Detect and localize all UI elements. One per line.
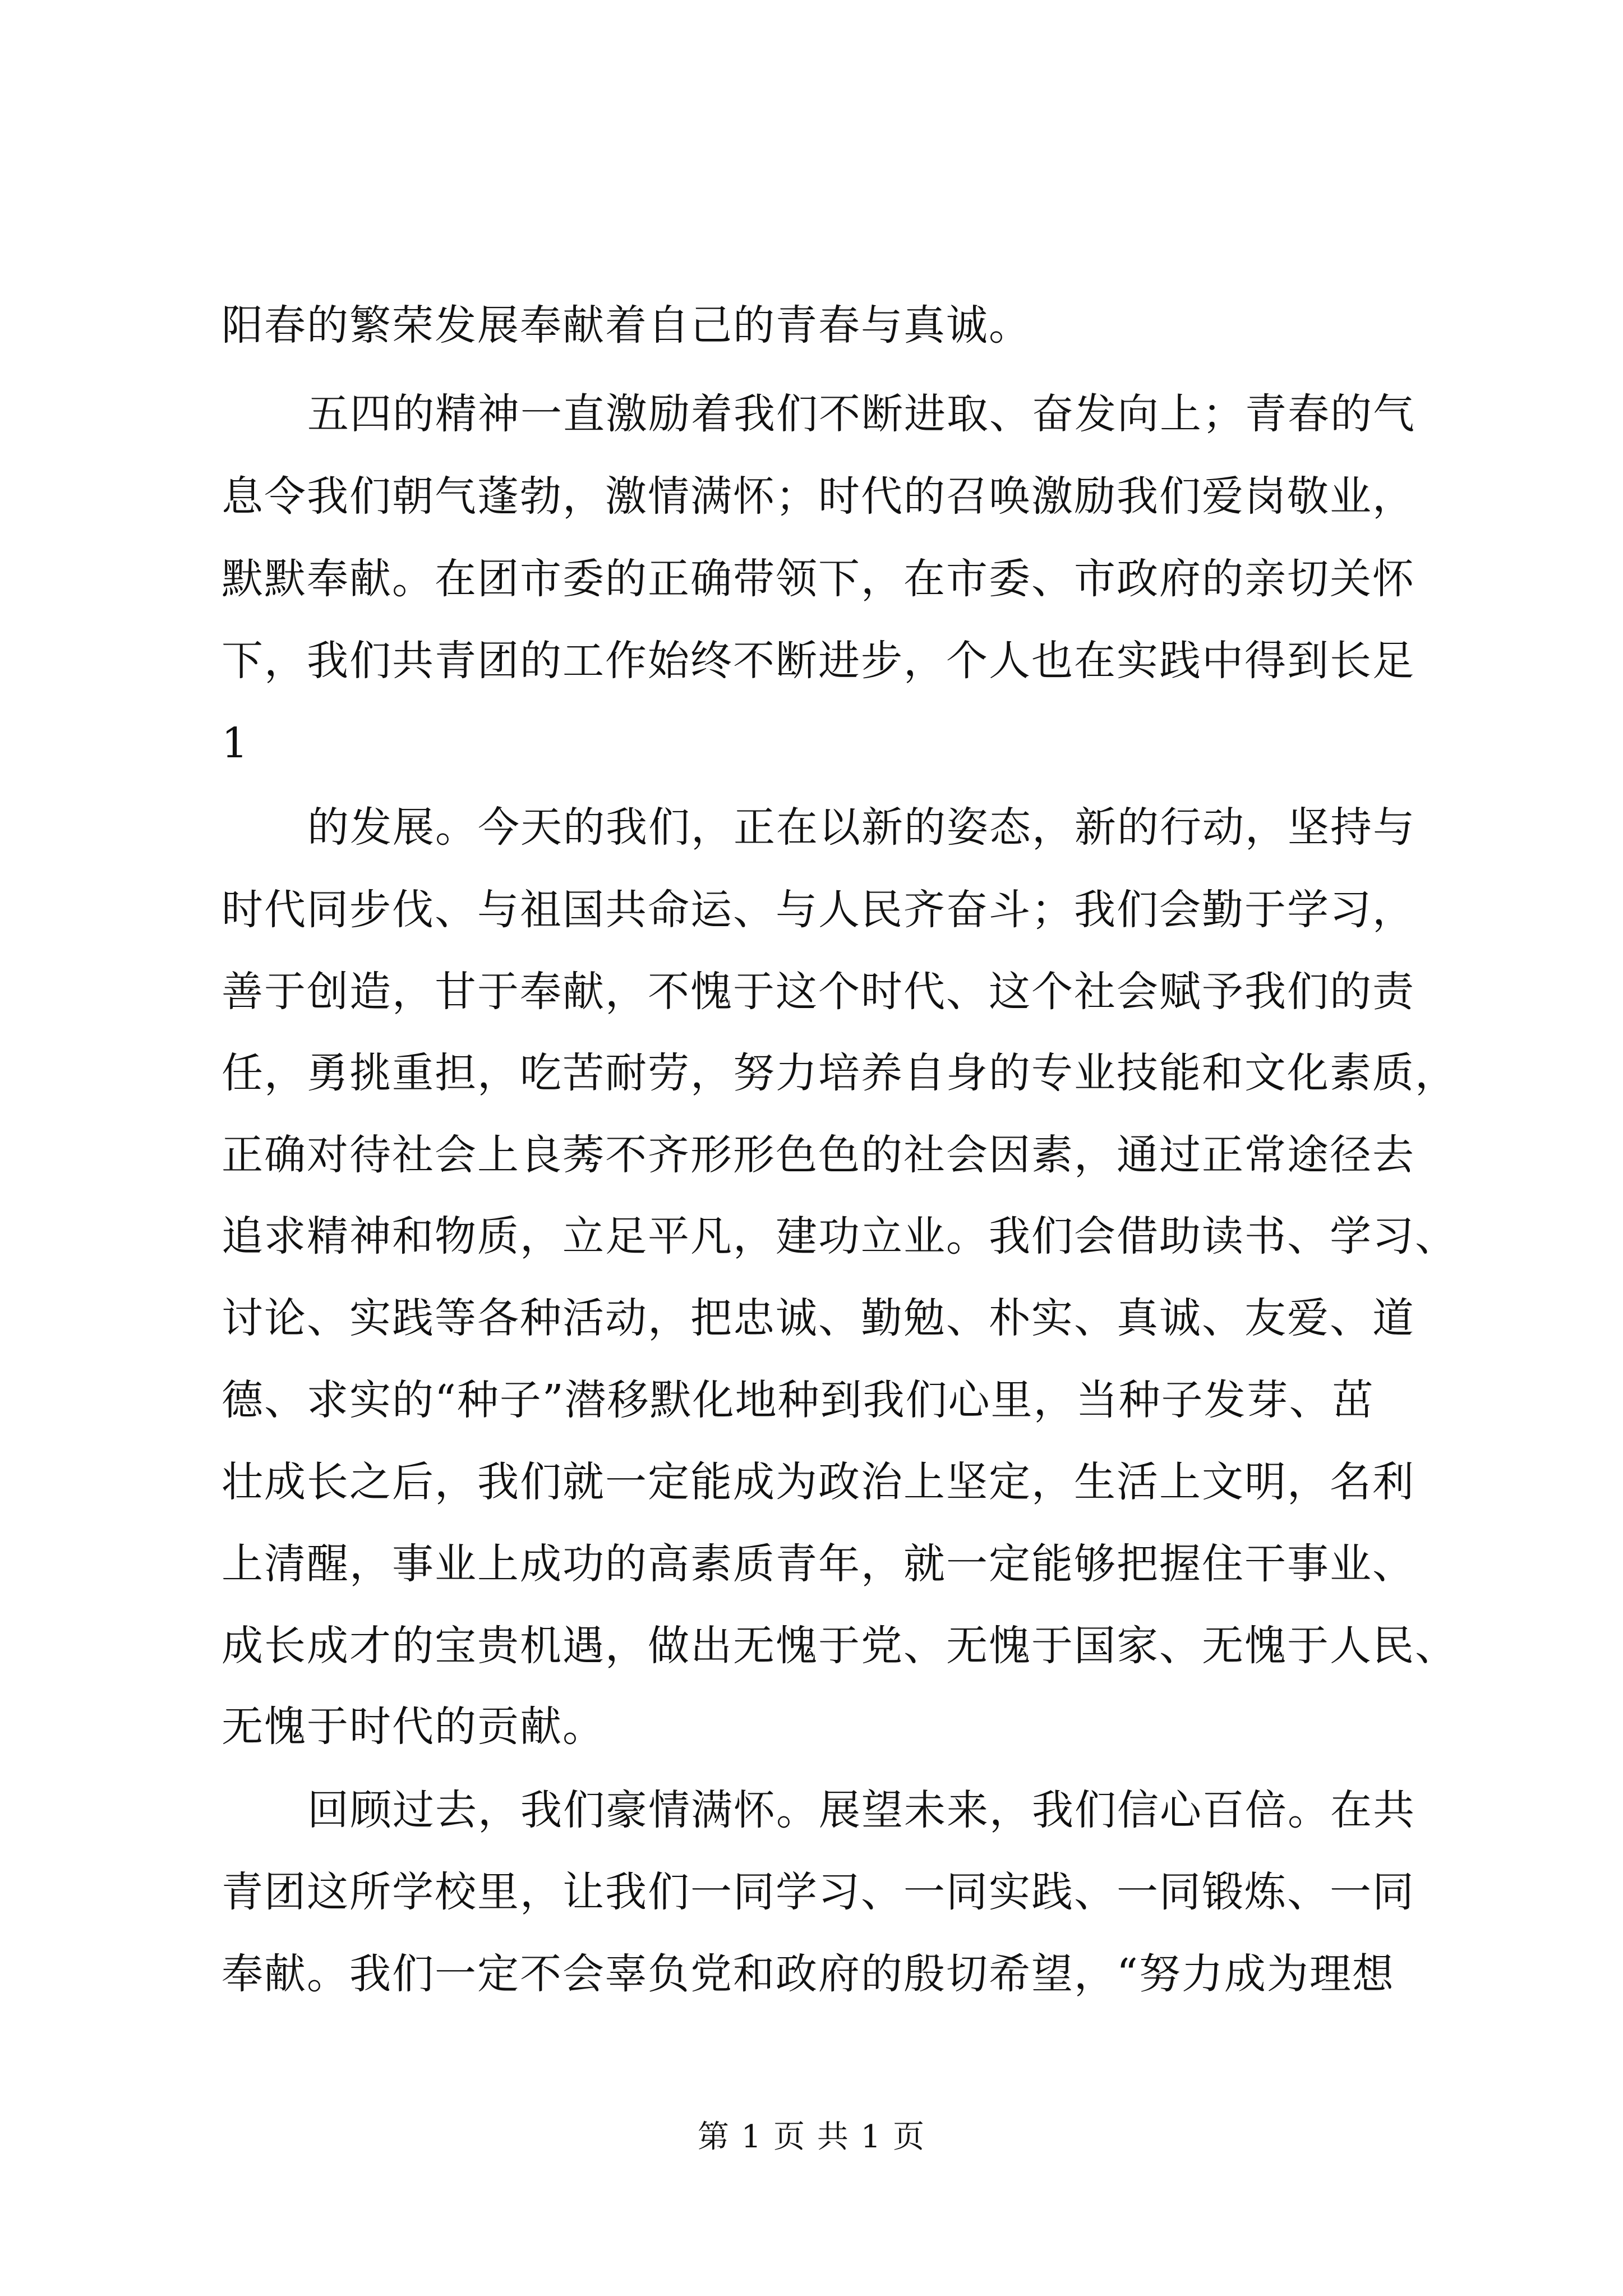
text-line: 息令我们朝气蓬勃，激情满怀；时代的召唤激励我们爱岗敬业，: [222, 472, 1415, 521]
text-line: 的发展。今天的我们，正在以新的姿态，新的行动，坚持与: [307, 803, 1415, 852]
text-line: 讨论、实践等各种活动，把忠诚、勤勉、朴实、真诚、友爱、道: [222, 1294, 1415, 1342]
text-line: 默默奉献。在团市委的正确带领下，在市委、市政府的亲切关怀: [222, 555, 1415, 603]
text-line: 上清醒，事业上成功的高素质青年，就一定能够把握住干事业、: [222, 1540, 1415, 1588]
text-line: 任，勇挑重担，吃苦耐劳，努力培养自身的专业技能和文化素质，: [222, 1049, 1458, 1097]
text-line: 下，我们共青团的工作始终不断进步，个人也在实践中得到长足: [222, 637, 1415, 685]
text-line: 无愧于时代的贡献。: [222, 1703, 605, 1751]
text-line: 青团这所学校里，让我们一同学习、一同实践、一同锻炼、一同: [222, 1868, 1415, 1916]
text-line: 五四的精神一直激励着我们不断进取、奋发向上；青春的气: [307, 390, 1415, 438]
text-line: 壮成长之后，我们就一定能成为政治上坚定，生活上文明，名利: [222, 1458, 1415, 1506]
inline-page-number: 1: [222, 719, 248, 767]
text-line: 回顾过去，我们豪情满怀。展望未来，我们信心百倍。在共: [307, 1786, 1415, 1834]
text-line: 阳春的繁荣发展奉献着自己的青春与真诚。: [222, 301, 1031, 349]
text-line: 德、求实的“种子”潜移默化地种到我们心里，当种子发芽、茁: [222, 1376, 1375, 1424]
text-line: 正确对待社会上良莠不齐形形色色的社会因素，通过正常途径去: [222, 1131, 1415, 1179]
text-line: 追求精神和物质，立足平凡，建功立业。我们会借助读书、学习、: [222, 1212, 1458, 1260]
text-line: 时代同步伐、与祖国共命运、与人民齐奋斗；我们会勤于学习，: [222, 886, 1415, 934]
text-line: 成长成才的宝贵机遇，做出无愧于党、无愧于国家、无愧于人民、: [222, 1622, 1458, 1670]
text-line: 善于创造，甘于奉献，不愧于这个时代、这个社会赋予我们的责: [222, 968, 1415, 1016]
text-line: 奉献。我们一定不会辜负党和政府的殷切希望，“努力成为理想: [222, 1950, 1395, 1998]
page-footer: 第 1 页 共 1 页: [697, 2119, 926, 2155]
